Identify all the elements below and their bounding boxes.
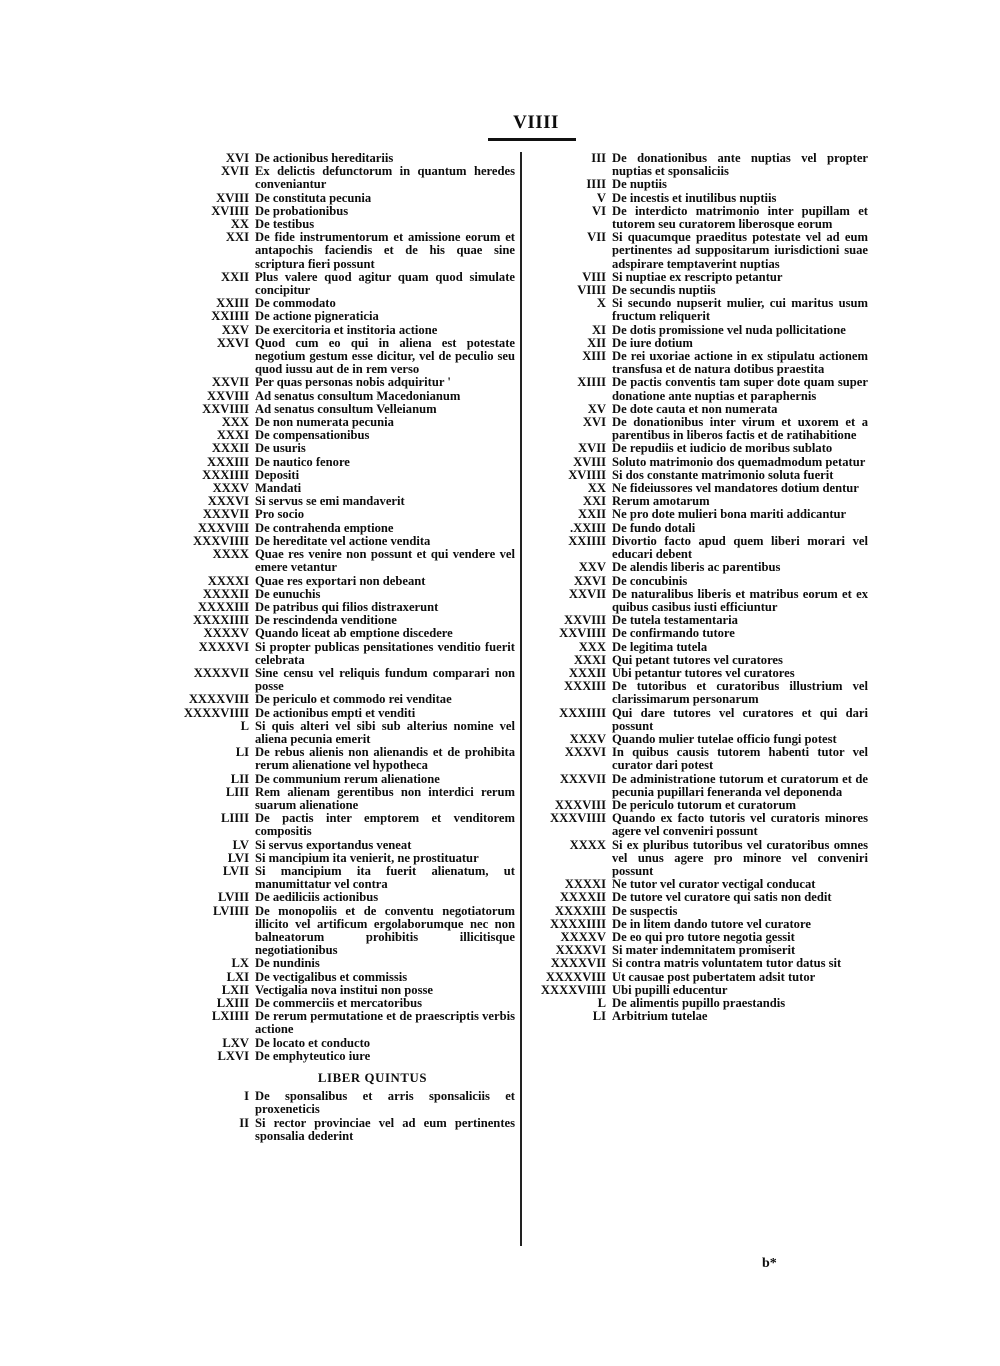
entry-title: De vectigalibus et commissis (255, 969, 408, 984)
toc-entry (170, 667, 515, 693)
entry-number: XXXXIII (554, 903, 606, 918)
entry-title: De periculo et commodo rei venditae (255, 692, 452, 707)
entry-number: XXVI (573, 573, 606, 588)
entry-title: De administratione tutorum et curatorum et de pecunia pupillari feneranda vel deponenda (612, 771, 868, 799)
entry-number: XXXV (212, 481, 249, 496)
entry-title: De fundo dotali (612, 520, 696, 535)
entry-number: XXXII (211, 441, 249, 456)
entry-title: De repudiis et iudicio de moribus sublato (612, 441, 833, 456)
signature-mark: b* (762, 1256, 777, 1271)
entry-number: IIII (586, 177, 606, 192)
toc-entry (520, 416, 868, 442)
toc-entry (170, 337, 515, 377)
entry-number: II (239, 1115, 249, 1130)
entry-number: XXXXIIII (193, 613, 249, 628)
entry-title: De monopoliis et de conventu negotiatorum illicito vel artificum ergolaborumque nec non balneatorum prohibitis illicitisque negotiationibus (255, 903, 515, 958)
entry-title: Si contra matris voluntatem tutor datus sit (612, 956, 842, 971)
entry-number: XXXXVIII (188, 692, 249, 707)
entry-title: De probationibus (255, 203, 349, 218)
toc-entry (170, 1050, 515, 1063)
entry-title: Ne pro dote mulieri bona mariti addicantur (612, 507, 847, 522)
entry-number: XXX (578, 639, 606, 654)
toc-entry (170, 588, 515, 601)
toc-entry (170, 390, 515, 403)
entry-number: XXVI (216, 335, 249, 350)
entry-title: De interdicto matrimonio inter pupillam et tutorem seu curatorem liberosque eorum (612, 203, 868, 232)
toc-entry (170, 627, 515, 640)
entry-title: De usuris (255, 441, 306, 456)
entry-number: XX (230, 217, 249, 232)
toc-entry (170, 324, 515, 337)
entry-number: XII (587, 335, 606, 350)
entry-number: LVIIII (213, 903, 249, 918)
entry-number: XXXIIII (559, 705, 606, 720)
entry-title: Per quas personas nobis adquiritur ' (255, 375, 451, 390)
entry-number: L (597, 996, 606, 1010)
entry-title: De alendis liberis ac parentibus (612, 560, 781, 575)
entry-title: De hereditate vel actione vendita (255, 533, 431, 548)
book-five-entries (170, 1090, 515, 1143)
entry-title: De confirmando tutore (612, 626, 735, 641)
entry-title: Si mater indemnitatem promiserit (612, 943, 796, 958)
entry-number: XXXXIII (197, 599, 249, 614)
right-column (520, 152, 868, 1023)
entry-number: XXXIII (564, 679, 606, 694)
entry-number: XXXIII (207, 454, 249, 469)
entry-title: De sponsalibus et arris sponsaliciis et proxeneticis (255, 1089, 515, 1117)
entry-number: XVI (582, 415, 606, 430)
toc-entry (170, 1037, 515, 1050)
entry-title: De fide instrumentorum et amissione eorum et antapochis faciendis et de his quae sine scriptura fieri possunt (255, 230, 515, 271)
entry-title: Arbitrium tutelae (612, 1009, 708, 1024)
toc-entry (170, 773, 515, 786)
entry-title: Si servus exportandus veneat (255, 837, 412, 852)
entry-number: LII (230, 771, 249, 786)
entry-title: De commerciis et mercatoribus (255, 996, 423, 1010)
toc-entry (520, 905, 868, 918)
toc-entry (170, 746, 515, 772)
entry-title: De periculo tutorum et curatorum (612, 797, 796, 812)
toc-entry (520, 561, 868, 574)
entry-title: De dotis promissione vel nuda pollicitatione (612, 322, 846, 337)
entry-title: Plus valere quod agitur quam quod simulate concipitur (255, 269, 515, 298)
toc-entry (520, 707, 868, 733)
entry-title: Quando ex facto tutoris vel curatoris minores agere vel conveniri possunt (612, 811, 868, 839)
entry-title: Sine censu vel reliquis fundum comparari non posse (255, 665, 515, 694)
toc-entry (170, 205, 515, 218)
entry-title: De tutela testamentaria (612, 613, 738, 628)
entry-number: LIII (225, 784, 249, 799)
entry-number: XXXXVIII (545, 969, 606, 984)
entry-title: De aediliciis actionibus (255, 890, 379, 905)
entry-title: De secundis nuptiis (612, 283, 716, 298)
entry-title: De rerum permutatione et de praescriptis verbis actione (255, 1009, 515, 1037)
entry-number: LX (231, 956, 249, 971)
entry-number: XVII (578, 441, 606, 456)
entry-title: De rescindenda venditione (255, 613, 397, 628)
entry-title: Quando mulier tutelae officio fungi potest (612, 731, 837, 746)
entry-title: De tutore vel curatore qui satis non dedit (612, 890, 832, 905)
entry-title: Ne tutor vel curator vectigal conducat (612, 877, 816, 892)
entry-number: XXXXVI (198, 639, 249, 654)
entry-title: Si rector provinciae vel ad eum pertinentes sponsalia dederint (255, 1115, 515, 1143)
entry-number: XXIIII (211, 309, 249, 324)
toc-entry (520, 957, 868, 970)
entry-number: XXXXI (207, 573, 249, 588)
entry-title: De communium rerum alienatione (255, 771, 440, 786)
toc-entry (170, 720, 515, 746)
entry-number: XV (587, 401, 606, 416)
entry-number: LVIII (217, 890, 249, 905)
entry-title: Si quis alteri vel sibi sub alterius nomine vel aliena pecunia emerit (255, 718, 515, 746)
toc-entry (170, 786, 515, 812)
entry-title: Depositi (255, 467, 300, 482)
toc-entry (170, 905, 515, 958)
toc-entry (170, 891, 515, 904)
entry-number: XXXVII (202, 507, 249, 522)
entry-number: III (591, 151, 606, 165)
entry-title: Si mancipium ita venierit, ne prostituatur (255, 850, 479, 865)
toc-entry (170, 442, 515, 455)
toc-entry (170, 310, 515, 323)
entry-title: De donationibus ante nuptias vel propter nuptias et sponsaliciis (612, 151, 868, 179)
entry-title: Si quacumque praeditus potestate vel ad eum pertinentes ad suppositarum iurisdictioni suae adspirare temptaverint nuptias (612, 230, 868, 271)
entry-title: Quae res exportari non debeant (255, 573, 426, 588)
entry-number: XXVII (211, 375, 249, 390)
entry-number: XI (592, 322, 606, 337)
entry-title: De rebus alienis non alienandis et de prohibita rerum alienatione vel hypotheca (255, 745, 515, 773)
entry-number: XXXXII (559, 890, 606, 905)
header-rule (488, 138, 576, 141)
toc-entry (170, 641, 515, 667)
toc-entry (520, 324, 868, 337)
toc-entry (520, 627, 868, 640)
entry-title: De eunuchis (255, 586, 321, 601)
entry-title: De compensationibus (255, 428, 370, 443)
toc-entry (520, 522, 868, 535)
entry-title: Quod cum eo qui in aliena est potestate negotium gestum esse dicitur, vel de peculio seu quod iussu aut de in rem verso (255, 335, 515, 377)
toc-entry (520, 152, 868, 178)
toc-entry (170, 456, 515, 469)
toc-entry (520, 575, 868, 588)
toc-entry (170, 271, 515, 297)
toc-entry (170, 376, 515, 389)
entry-title: Mandati (255, 481, 302, 496)
entry-number: XXI (582, 494, 606, 509)
toc-entry (170, 693, 515, 706)
toc-entry (170, 957, 515, 970)
entry-title: De tutoribus et curatoribus illustrium vel clarissimarum personarum (612, 679, 868, 707)
left-entries (170, 152, 515, 1063)
entry-number: XXXXVIIII (183, 705, 249, 720)
entry-title: Quae res venire non possunt et qui vendere vel emere vetantur (255, 547, 515, 575)
entry-number: .XXIII (569, 520, 606, 535)
entry-number: LXVI (217, 1048, 249, 1063)
entry-title: Divortio facto apud quem liberi morari vel educari debent (612, 533, 868, 562)
toc-entry (520, 773, 868, 799)
entry-title: De eo qui pro tutore negotia gessit (612, 929, 795, 944)
entry-number: VII (587, 230, 606, 245)
toc-entry (520, 812, 868, 838)
entry-title: De rei uxoriae actione in ex stipulatu actionem transfusa et de natura dotibus praestita (612, 349, 868, 377)
entry-number: XXXXII (202, 586, 249, 601)
entry-number: I (244, 1089, 249, 1104)
entry-title: De nuptiis (612, 177, 667, 192)
entry-title: De incestis et inutilibus nuptiis (612, 190, 777, 205)
toc-entry (170, 231, 515, 271)
entry-title: Soluto matrimonio dos quemadmodum petatur (612, 454, 866, 469)
toc-entry (170, 575, 515, 588)
entry-number: XXVIIII (202, 401, 249, 416)
entry-title: De constituta pecunia (255, 190, 372, 205)
entry-number: LI (592, 1009, 606, 1024)
entry-number: XXXVI (207, 494, 249, 509)
toc-entry (170, 1090, 515, 1116)
toc-entry (170, 522, 515, 535)
entry-title: De nautico fenore (255, 454, 350, 469)
entry-number: V (596, 190, 606, 205)
entry-title: De patribus qui filios distraxerunt (255, 599, 439, 614)
entry-number: XXXI (216, 428, 249, 443)
toc-entry (170, 1117, 515, 1143)
toc-entry (520, 376, 868, 402)
entry-title: Quando liceat ab emptione discedere (255, 626, 453, 641)
entry-number: XXVIII (207, 388, 249, 403)
entry-number: XX (587, 481, 606, 496)
entry-title: De non numerata pecunia (255, 415, 394, 430)
entry-number: XXV (578, 560, 606, 575)
entry-title: Ex delictis defunctorum in quantum heredes conveniantur (255, 164, 515, 192)
toc-entry (170, 839, 515, 852)
entry-title: Ad senatus consultum Velleianum (255, 401, 437, 416)
toc-entry (170, 971, 515, 984)
toc-entry (520, 205, 868, 231)
toc-entry (520, 746, 868, 772)
entry-number: XXXIIII (202, 467, 249, 482)
toc-entry (170, 548, 515, 574)
entry-number: XVIIII (568, 467, 606, 482)
entry-number: LXV (222, 1035, 249, 1050)
entry-number: XXXX (212, 547, 249, 562)
entry-title: De actione pigneraticia (255, 309, 379, 324)
entry-number: XXI (225, 230, 249, 245)
entry-number: XXXXVII (193, 665, 249, 680)
entry-title: De locato et conducto (255, 1035, 371, 1050)
toc-entry (520, 839, 868, 879)
entry-title: Ne fideiussores vel mandatores dotium dentur (612, 481, 859, 496)
page-number: VIIII (513, 112, 559, 133)
entry-title: De alimentis pupillo praestandis (612, 996, 786, 1010)
entry-number: XXIIII (568, 533, 606, 548)
entry-number: XXXXI (564, 877, 606, 892)
entry-number: XXXVIII (197, 520, 249, 535)
toc-entry (170, 707, 515, 720)
entry-number: XXXVIII (554, 797, 606, 812)
entry-number: XVIII (573, 454, 606, 469)
entry-number: LIIII (220, 811, 249, 826)
entry-number: XXXVIIII (193, 533, 249, 548)
entry-number: XXX (221, 415, 249, 430)
toc-entry (520, 297, 868, 323)
toc-entry (520, 178, 868, 191)
entry-title: In quibus causis tutorem habenti tutor vel curator dari potest (612, 745, 868, 773)
toc-entry (170, 852, 515, 865)
entry-title: De emphyteutico iure (255, 1048, 371, 1063)
entry-number: XXII (578, 507, 606, 522)
toc-entry (520, 918, 868, 931)
toc-entry (170, 508, 515, 521)
left-column (170, 152, 515, 1143)
entry-title: De exercitoria et institoria actione (255, 322, 438, 337)
entry-title: Si servus se emi mandaverit (255, 494, 405, 509)
entry-number: XXXII (568, 665, 606, 680)
toc-entry (520, 891, 868, 904)
entry-number: LXII (221, 982, 249, 997)
entry-number: L (240, 718, 249, 733)
entry-number: LXIII (216, 996, 249, 1010)
entry-title: De donationibus inter virum et uxorem et a parentibus in liberos factis et de ratihabitione (612, 415, 868, 443)
entry-title: De actionibus hereditariis (255, 151, 394, 165)
entry-title: De dote cauta et non numerata (612, 401, 778, 416)
entry-title: Vectigalia nova institui non posse (255, 982, 433, 997)
entry-number: XXXVI (564, 745, 606, 760)
right-entries (520, 152, 868, 1023)
entry-number: XXVIII (564, 613, 606, 628)
entry-number: XXXXIIII (550, 916, 606, 931)
entry-title: Pro socio (255, 507, 305, 522)
entry-number: LVII (222, 863, 249, 878)
entry-title: De pactis inter emptorem et venditorem compositis (255, 811, 515, 839)
entry-title: Rerum amotarum (612, 494, 710, 509)
entry-number: XXXXVII (550, 956, 606, 971)
entry-number: XXXXV (203, 626, 249, 641)
entry-title: Ubi pupilli educentur (612, 982, 728, 997)
entry-number: LXI (226, 969, 249, 984)
entry-number: XIII (582, 349, 606, 364)
toc-entry (520, 680, 868, 706)
entry-number: XIIII (577, 375, 606, 390)
entry-number: VIIII (577, 283, 606, 298)
toc-entry (170, 192, 515, 205)
toc-entry (520, 231, 868, 271)
section-heading: LIBER QUINTUS (317, 1071, 428, 1086)
entry-number: XXXVIIII (550, 811, 606, 826)
toc-entry (520, 971, 868, 984)
toc-entry (520, 508, 868, 521)
entry-number: XVII (221, 164, 249, 179)
toc-entry (520, 535, 868, 561)
entry-title: Qui petant tutores vel curatores (612, 652, 783, 667)
entry-title: De nundinis (255, 956, 320, 971)
entry-number: XXXI (573, 652, 606, 667)
entry-title: De in litem dando tutore vel curatore (612, 916, 811, 931)
entry-title: Si mancipium ita fuerit alienatum, ut manumittatur vel contra (255, 863, 515, 892)
entry-number: XXIII (216, 296, 249, 311)
entry-number: LXIIII (211, 1009, 249, 1024)
entry-title: De legitima tutela (612, 639, 708, 654)
entry-title: Si ex pluribus tutoribus vel curatoribus omnes vel unus agere pro minore vel conveniri possunt (612, 837, 868, 878)
entry-title: De pactis conventis tam super dote quam super donatione ante nuptias et paraphernis (612, 375, 868, 403)
entry-title: Rem alienam gerentibus non interdici rerum suarum alienatione (255, 784, 515, 812)
entry-number: XXXXVIIII (540, 982, 606, 997)
entry-title: Ut causae post pubertatem adsit tutor (612, 969, 816, 984)
entry-number: XXXVII (559, 771, 606, 786)
toc-entry (520, 350, 868, 376)
entry-title: Si propter publicas pensitationes venditio fuerit celebrata (255, 639, 515, 667)
entry-title: Si nuptiae ex rescripto petantur (612, 269, 783, 284)
entry-title: De commodato (255, 296, 336, 311)
entry-title: De testibus (255, 217, 315, 232)
toc-entry (520, 654, 868, 667)
toc-entry (520, 442, 868, 455)
entry-title: De actionibus empti et venditi (255, 705, 416, 720)
toc-entry (520, 588, 868, 614)
entry-number: XXII (221, 269, 249, 284)
entry-title: De contrahenda emptione (255, 520, 394, 535)
entry-number: XXVII (568, 586, 606, 601)
entry-title: De concubinis (612, 573, 688, 588)
entry-number: LV (232, 837, 249, 852)
toc-entry (520, 641, 868, 654)
toc-entry (170, 865, 515, 891)
entry-title: Si dos constante matrimonio soluta fuerit (612, 467, 834, 482)
toc-entry (170, 165, 515, 191)
entry-number: XXXXV (560, 929, 606, 944)
toc-entry (520, 1010, 868, 1023)
entry-number: VIII (582, 269, 606, 284)
entry-number: VI (592, 203, 606, 218)
entry-title: De suspectis (612, 903, 678, 918)
entry-title: De iure dotium (612, 335, 693, 350)
toc-entry (520, 456, 868, 469)
toc-entry (170, 1010, 515, 1036)
entry-title: De naturalibus liberis et matribus eorum et ex quibus casibus iusti efficiuntur (612, 586, 868, 614)
toc-entry (520, 192, 868, 205)
entry-number: XXXX (569, 837, 606, 852)
entry-number: XXV (221, 322, 249, 337)
entry-title: Ubi petantur tutores vel curatores (612, 665, 795, 680)
entry-title: Ad senatus consultum Macedonianum (255, 388, 461, 403)
entry-number: LI (235, 745, 249, 760)
entry-number: XXVIIII (559, 626, 606, 641)
entry-number: X (596, 296, 606, 311)
entry-title: Qui dare tutores vel curatores et qui dari possunt (612, 705, 868, 733)
entry-number: LVI (227, 850, 249, 865)
toc-entry (170, 812, 515, 838)
entry-number: XVI (225, 151, 249, 165)
entry-number: XXXXVI (555, 943, 606, 958)
entry-number: XVIIII (211, 203, 249, 218)
entry-title: Si secundo nupserit mulier, cui maritus usum fructum reliquerit (612, 296, 868, 324)
entry-number: XXXV (569, 731, 606, 746)
entry-number: XVIII (216, 190, 249, 205)
